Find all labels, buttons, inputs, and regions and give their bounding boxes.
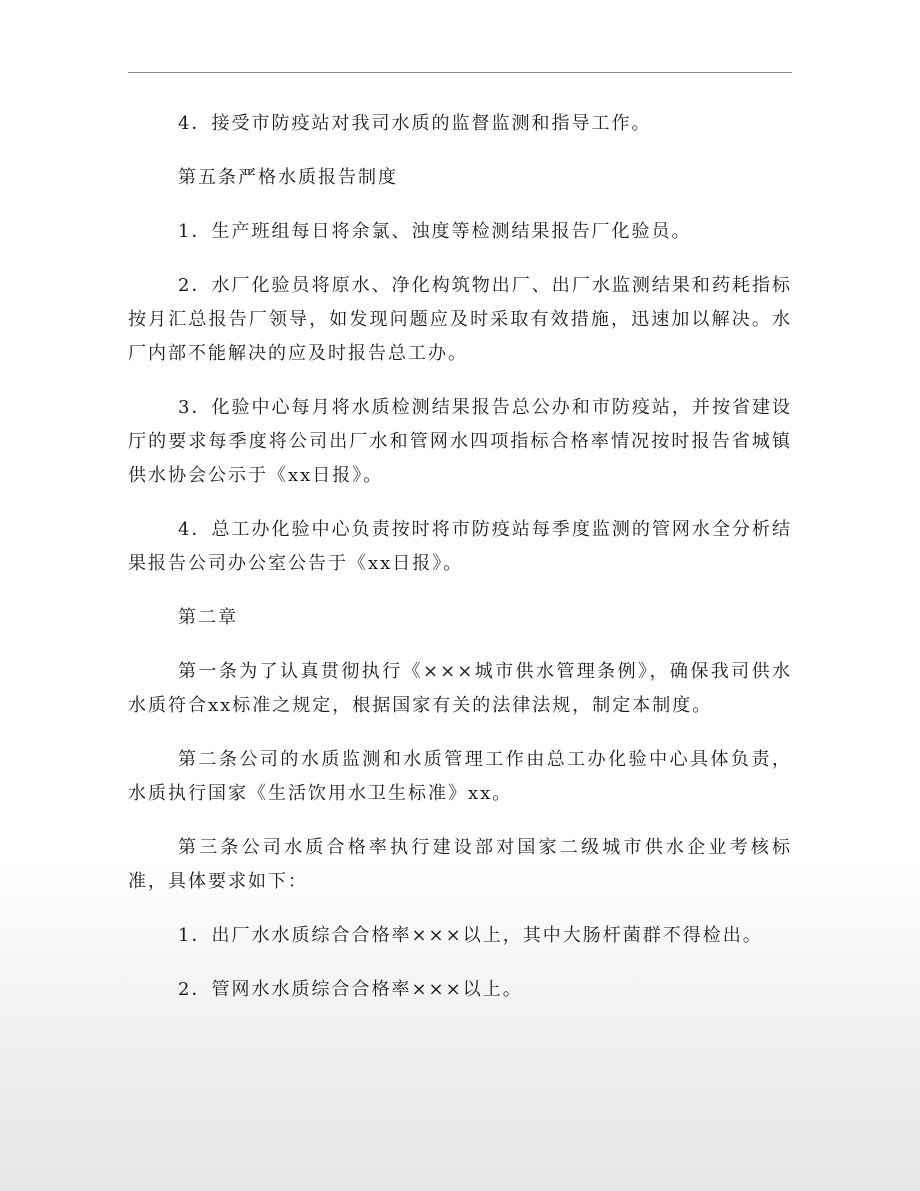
paragraph-8: 第一条为了认真贯彻执行《×××城市供水管理条例》，确保我司供水水质符合xx标准之规定，根据国家有关的法律法规，制定本制度。 [128,661,792,716]
paragraph-10: 第三条公司水质合格率执行建设部对国家二级城市供水企业考核标准，具体要求如下： [128,837,792,892]
paragraph-5: 3．化验中心每月将水质检测结果报告总公办和市防疫站，并按省建设厅的要求每季度将公司出厂水和管网水四项指标合格率情况按时报告省城镇供水协会公示于《xx日报》。 [128,397,792,486]
paragraph-2: 第五条严格水质报告制度 [178,167,398,188]
document-body [128,107,792,1007]
paragraph-1: 4．接受市防疫站对我司水质的监督监测和指导工作。 [178,113,652,134]
paragraph-12: 2．管网水水质综合合格率×××以上。 [178,979,523,1000]
header-rule [128,72,792,73]
paragraph-4: 2．水厂化验员将原水、净化构筑物出厂、出厂水监测结果和药耗指标按月汇总报告厂领导，如发现问题应及时采取有效措施，迅速加以解决。水厂内部不能解决的应及时报告总工办。 [128,275,792,364]
chapter-heading: 第二章 [178,607,238,628]
paragraph-11: 1．出厂水水质综合合格率×××以上，其中大肠杆菌群不得检出。 [178,925,763,946]
paragraph-9: 第二条公司的水质监测和水质管理工作由总工办化验中心具体负责，水质执行国家《生活饮用水卫生标准》xx。 [128,749,792,804]
paragraph-6: 4．总工办化验中心负责按时将市防疫站每季度监测的管网水全分析结果报告公司办公室公告于《xx日报》。 [128,519,792,574]
paragraph-3: 1．生产班组每日将余氯、浊度等检测结果报告厂化验员。 [178,221,692,242]
